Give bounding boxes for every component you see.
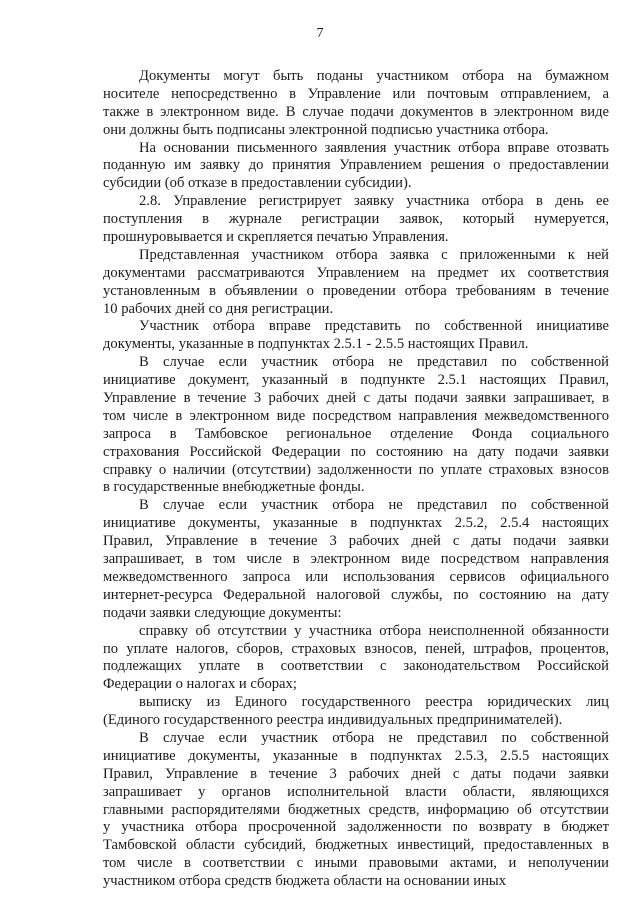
text-line: субсидии (об отказе в предоставлении субсидии). <box>103 175 412 192</box>
text-line: том числе в соответствии с иными правовыми актами, и неполучении <box>103 855 609 872</box>
paragraph <box>103 730 609 891</box>
text-line: Тамбовской области субсидий, бюджетных инвестиций, предоставленных в <box>103 837 609 854</box>
text-line: поданную им заявку до принятия Управлением решения о предоставлении <box>103 157 609 174</box>
text-line: Федерации о налогах и сборах; <box>103 676 297 693</box>
text-line: по уплате налогов, сборов, страховых взносов, пеней, штрафов, процентов, <box>103 640 609 657</box>
text-line: Участник отбора вправе представить по собственной инициативе <box>139 318 609 335</box>
paragraph <box>103 354 609 497</box>
text-line: инициативе документы, указанные в подпунктах 2.5.3, 2.5.5 настоящих <box>103 747 609 764</box>
text-line: Правил, Управление в течение 3 рабочих дней с даты подачи заявки <box>103 533 609 550</box>
text-line: прошнуровывается и скрепляется печатью Управления. <box>103 229 449 246</box>
text-line: запрашивает у органов исполнительной власти области, являющихся <box>103 783 609 800</box>
text-line: На основании письменного заявления участник отбора вправе отозвать <box>139 139 609 156</box>
text-line: поступления в журнале регистрации заявок, который нумеруется, <box>103 211 609 228</box>
text-line: установленным в объявлении о проведении отбора требованиям в течение <box>103 282 609 299</box>
paragraph <box>103 247 609 319</box>
text-line: носителе непосредственно в Управление или почтовым отправлением, а <box>103 85 609 102</box>
text-line: Управление в течение 3 рабочих дней с даты подачи заявки запрашивает, в <box>103 390 609 407</box>
text-line: Правил, Управление в течение 3 рабочих дней с даты подачи заявки <box>103 765 609 782</box>
text-line: также в электронном виде. В случае подачи документов в электронном виде <box>103 103 609 120</box>
text-line: справку о наличии (отсутствии) задолженности по уплате страховых взносов <box>103 461 609 478</box>
text-line: справку об отсутствии у участника отбора неисполненной обязанности <box>139 622 609 639</box>
paragraph <box>103 68 609 140</box>
text-line: 10 рабочих дней со дня регистрации. <box>103 300 334 317</box>
text-line: Документы могут быть поданы участником отбора на бумажном <box>139 68 609 84</box>
paragraph <box>103 497 609 622</box>
text-line: межведомственного запроса или использования сервисов официального <box>103 568 609 585</box>
page-number: 7 <box>316 26 324 41</box>
text-line: документами рассматриваются Управлением на предмет их соответствия <box>103 264 609 281</box>
paragraph <box>103 318 609 354</box>
text-line: инициативе документы, указанные в подпунктах 2.5.2, 2.5.4 настоящих <box>103 515 609 532</box>
text-line: документы, указанные в подпунктах 2.5.1 - 2.5.5 настоящих Правил. <box>103 336 529 353</box>
text-line: интернет-ресурса Федеральной налоговой службы, по состоянию на дату <box>103 586 609 603</box>
text-line: Представленная участником отбора заявка с приложенными к ней <box>139 246 609 263</box>
text-line: запрашивает, в том числе в электронном виде посредством направления <box>103 551 609 568</box>
text-line: 2.8. Управление регистрирует заявку участника отбора в день ее <box>139 193 609 210</box>
text-line: в государственные внебюджетные фонды. <box>103 479 365 496</box>
paragraph <box>103 623 609 695</box>
text-line: у участника отбора просроченной задолженности по возврату в бюджет <box>103 819 609 836</box>
text-line: главными распорядителями бюджетных средств, информацию об отсутствии <box>103 801 609 818</box>
paragraph <box>103 193 609 247</box>
text-line: В случае если участник отбора не представил по собственной <box>139 354 609 371</box>
text-line: они должны быть подписаны электронной подписью участника отбора. <box>103 121 549 138</box>
text-line: (Единого государственного реестра индивидуальных предпринимателей). <box>103 712 563 729</box>
text-line: участником отбора средств бюджета области на основании иных <box>103 873 506 890</box>
text-line: запроса в Тамбовское региональное отделение Фонда социального <box>103 425 609 442</box>
paragraph <box>103 140 609 194</box>
document-body <box>103 68 609 891</box>
text-line: подлежащих уплате в соответствии с законодательством Российской <box>103 658 609 675</box>
text-line: подачи заявки следующие документы: <box>103 604 342 621</box>
text-line: том числе в электронном виде посредством направления межведомственного <box>103 407 609 424</box>
text-line: выписку из Единого государственного реестра юридических лиц <box>139 694 609 711</box>
text-line: инициативе документ, указанный в подпункте 2.5.1 настоящих Правил, <box>103 372 609 389</box>
paragraph <box>103 694 609 730</box>
text-line: страхования Российской Федерации по состоянию на дату подачи заявки <box>103 443 609 460</box>
text-line: В случае если участник отбора не представил по собственной <box>139 729 609 746</box>
text-line: В случае если участник отбора не представил по собственной <box>139 497 609 514</box>
